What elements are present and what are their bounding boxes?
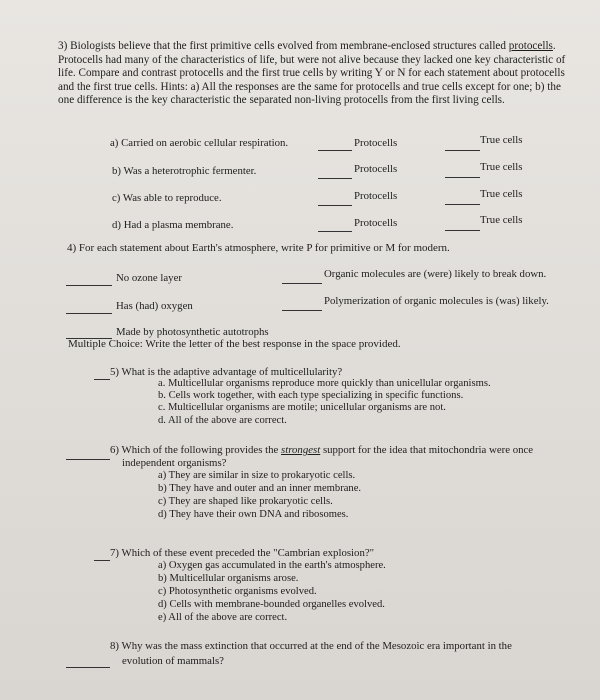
q6-option-c: c) They are shaped like prokaryotic cells.: [158, 496, 333, 507]
q4-answer-blank-4[interactable]: [282, 310, 322, 311]
q3-text-after: . Protocells had many of the characteristics of life, but were not alive because they lacked one key characteristic of life. Compare and contrast protocells and the first true cells by writing Y or N for each statement about protocells and the first true cells. Hints: a) All the responses are the same for protocells and true cells except for one; b) the one difference is the key characteristic the separated non-living protocells from the first living cells.: [58, 40, 566, 107]
protocells-answer-blank[interactable]: [318, 150, 352, 151]
q4-statement-polymerization: Polymerization of organic molecules is (was) likely.: [324, 295, 549, 307]
q4-answer-blank-2[interactable]: [282, 283, 322, 284]
true-cells-answer-blank[interactable]: [445, 230, 480, 231]
true-cells-label: True cells: [480, 214, 523, 226]
q3-item-label: c) Was able to reproduce.: [112, 192, 222, 204]
q6-prompt-c: independent organisms?: [122, 457, 227, 469]
q6-option-b: b) They have and outer and an inner membrane.: [158, 483, 362, 494]
q7-answer-blank[interactable]: [94, 560, 110, 561]
q8-answer-blank[interactable]: [66, 667, 110, 668]
q6-emphasis: strongest: [281, 444, 321, 456]
protocells-answer-blank[interactable]: [318, 231, 352, 232]
q7-option-b: b) Multicellular organisms arose.: [158, 573, 299, 584]
protocells-label: Protocells: [354, 217, 398, 229]
q8-prompt-a: 8) Why was the mass extinction that occurred at the end of the Mesozoic era important in the: [110, 640, 512, 652]
protocells-label: Protocells: [354, 137, 398, 149]
q8-prompt-b: evolution of mammals?: [122, 655, 224, 667]
q4-answer-blank-1[interactable]: [66, 285, 112, 286]
true-cells-label: True cells: [480, 188, 523, 200]
q3-number: 3): [58, 40, 68, 52]
true-cells-answer-blank[interactable]: [445, 177, 480, 178]
q6-answer-blank[interactable]: [66, 459, 110, 460]
q5-option-c: c. Multicellular organisms are motile; unicellular organisms are not.: [158, 402, 446, 413]
q5-option-b: b. Cells work together, with each type specializing in specific functions.: [158, 390, 464, 401]
q7-option-e: e) All of the above are correct.: [158, 612, 288, 623]
q7-option-d: d) Cells with membrane-bounded organelles evolved.: [158, 599, 385, 610]
mc-header: Multiple Choice: Write the letter of the best response in the space provided.: [68, 338, 401, 350]
q7-option-a: a) Oxygen gas accumulated in the earth's atmosphere.: [158, 560, 386, 571]
q4-statement-oxygen: Has (had) oxygen: [116, 300, 193, 312]
q4-answer-blank-3[interactable]: [66, 313, 112, 314]
q6-option-a: a) They are similar in size to prokaryotic cells.: [158, 470, 356, 481]
q5-answer-blank[interactable]: [94, 379, 110, 380]
true-cells-answer-blank[interactable]: [445, 150, 480, 151]
q3-item-label: a) Carried on aerobic cellular respiration.: [110, 137, 289, 149]
q4-prompt: 4) For each statement about Earth's atmosphere, write P for primitive or M for modern.: [67, 242, 450, 254]
q6-prompt-b: support for the idea that mitochondria were once: [322, 444, 534, 456]
true-cells-label: True cells: [480, 134, 523, 146]
true-cells-answer-blank[interactable]: [445, 204, 480, 205]
q3-item-label: d) Had a plasma membrane.: [112, 219, 234, 231]
true-cells-label: True cells: [480, 161, 523, 173]
q7-prompt: 7) Which of these event preceded the "Cambrian explosion?": [110, 547, 375, 559]
protocells-label: Protocells: [354, 163, 398, 175]
q5-prompt: 5) What is the adaptive advantage of multicellularity?: [110, 366, 343, 378]
protocells-answer-blank[interactable]: [318, 178, 352, 179]
q3-term: protocells: [508, 40, 553, 52]
q3-paragraph: [58, 40, 570, 108]
q5-option-d: d. All of the above are correct.: [158, 415, 287, 426]
q3-item-label: b) Was a heterotrophic fermenter.: [112, 165, 257, 177]
q4-statement-autotrophs: Made by photosynthetic autotrophs: [116, 326, 269, 338]
q5-option-a: a. Multicellular organisms reproduce more quickly than unicellular organisms.: [158, 378, 491, 389]
q4-statement-organic-break: Organic molecules are (were) likely to break down.: [324, 268, 547, 280]
q3-text-before: Biologists believe that the first primitive cells evolved from membrane-enclosed structures called: [70, 40, 506, 52]
q6-prompt-a: 6) Which of the following provides the: [110, 444, 279, 456]
protocells-answer-blank[interactable]: [318, 205, 352, 206]
q6-prompt: [110, 444, 533, 456]
q7-option-c: c) Photosynthetic organisms evolved.: [158, 586, 317, 597]
protocells-label: Protocells: [354, 190, 398, 202]
q4-statement-no-ozone: No ozone layer: [116, 272, 182, 284]
q6-option-d: d) They have their own DNA and ribosomes.: [158, 509, 349, 520]
